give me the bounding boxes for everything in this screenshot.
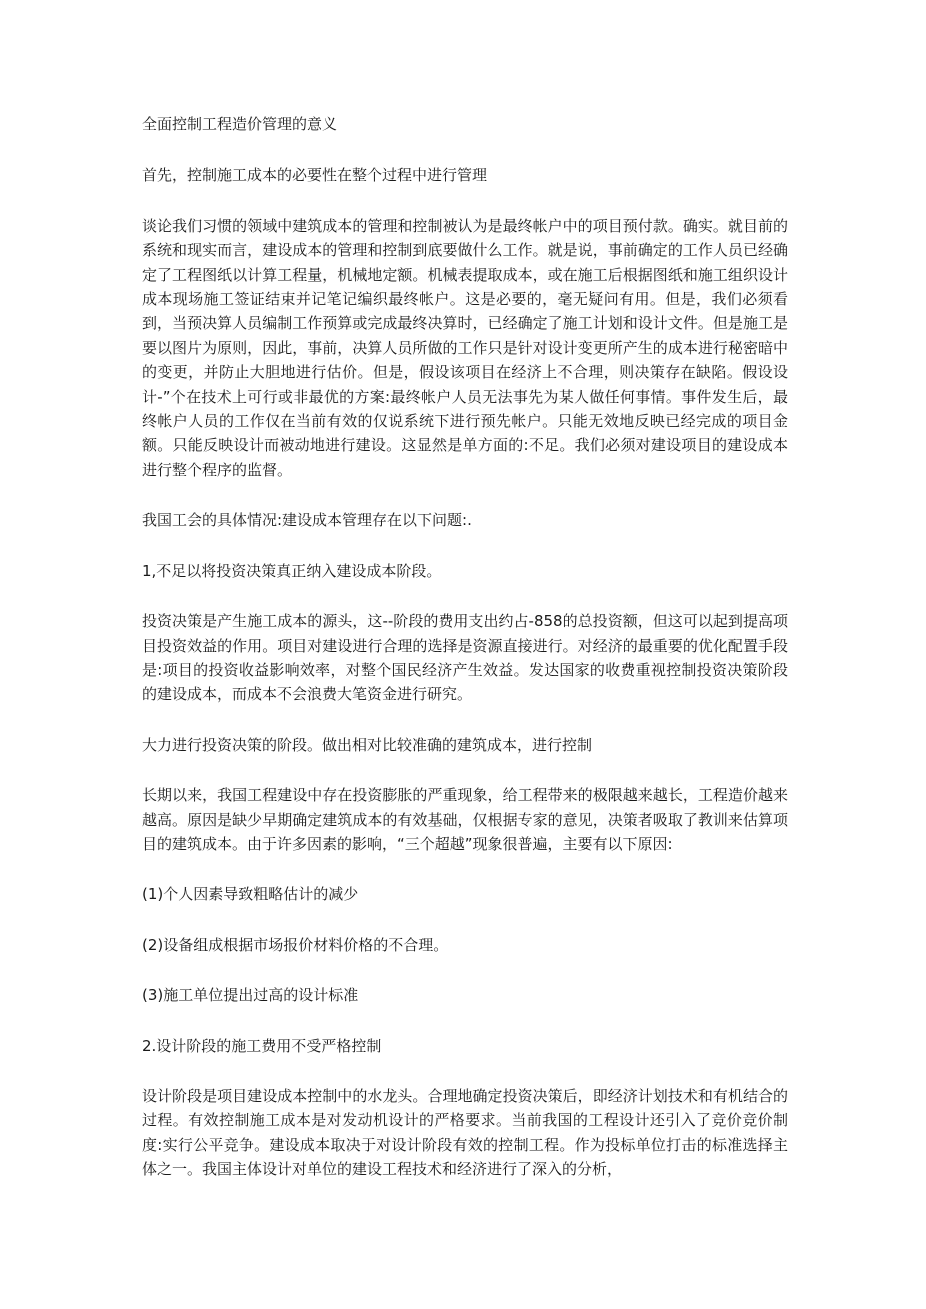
list-item: (1)个人因素导致粗略估计的减少 bbox=[142, 885, 359, 904]
section-heading-1: 首先，控制施工成本的必要性在整个过程中进行管理 bbox=[142, 166, 488, 185]
document-title: 全面控制工程造价管理的意义 bbox=[142, 115, 338, 133]
body-paragraph: 我国工会的具体情况:建设成本管理存在以下问题:. bbox=[142, 511, 472, 530]
body-paragraph: 投资决策是产生施工成本的源头，这--阶段的费用支出约占-858的总投资额，但这可以起到提高项目投资效益的作用。项目对建设进行合理的选择是资源直接进行。对经济的最重要的优化配置手段是:项目的投资收益影响效率，对整个国民经济产生效益。发达国家的收费重视控制投资决策阶段的建设成本，而成本不会浪费大笔资金进行研究。 bbox=[142, 612, 788, 704]
body-paragraph: 设计阶段是项目建设成本控制中的水龙头。合理地确定投资决策后，即经济计划技术和有机结合的过程。有效控制施工成本是对发动机设计的严格要求。当前我国的工程设计还引入了竞价竞价制度:实行公平竞争。建设成本取决于对设计阶段有效的控制工程。作为投标单位打击的标准选择主体之一。我国主体设计对单位的建设工程技术和经济进行了深入的分析， bbox=[142, 1086, 788, 1179]
list-item: (3)施工单位提出过高的设计标准 bbox=[142, 986, 359, 1005]
list-item: (2)设备组成根据市场报价材料价格的不合理。 bbox=[142, 935, 449, 954]
list-heading: 1,不足以将投资决策真正纳入建设成本阶段。 bbox=[142, 561, 442, 580]
section-heading-2: 大力进行投资决策的阶段。做出相对比较准确的建筑成本，进行控制 bbox=[142, 735, 593, 754]
body-paragraph: 长期以来，我国工程建设中存在投资膨胀的严重现象，给工程带来的极限越来越长，工程造价越来越高。原因是缺少早期确定建筑成本的有效基础，仅根据专家的意见，决策者吸取了教训来估算项目的建筑成本。由于许多因素的影响，“三个超越”现象很普遍，主要有以下原因: bbox=[142, 786, 788, 853]
document-body bbox=[142, 112, 788, 1208]
list-heading: 2.设计阶段的施工费用不受严格控制 bbox=[142, 1036, 382, 1055]
body-paragraph: 谈论我们习惯的领域中建筑成本的管理和控制被认为是最终帐户中的项目预付款。确实。就目前的系统和现实而言，建设成本的管理和控制到底要做什么工作。就是说，事前确定的工作人员已经确定了工程图纸以计算工程量，机械地定额。机械表提取成本，或在施工后根据图纸和施工组织设计成本现场施工签证结束并记笔记编织最终帐户。这是必要的，毫无疑问有用。但是，我们必须看到，当预决算人员编制工作预算或完成最终决算时，已经确定了施工计划和设计文件。但是施工是要以图片为原则，因此，事前，决算人员所做的工作只是针对设计变更所产生的成本进行秘密暗中的变更，并防止大胆地进行估价。但是，假设该项目在经济上不合理，则决策存在缺陷。假设设计-”个在技术上可行或非最优的方案:最终帐户人员无法事先为某人做任何事情。事件发生后，最终帐户人员的工作仅在当前有效的仅说系统下进行预先帐户。只能无效地反映已经完成的项目金额。只能反映设计而被动地进行建设。这显然是单方面的:不足。我们必须对建设项目的建设成本进行整个程序的监督。 bbox=[142, 216, 788, 479]
